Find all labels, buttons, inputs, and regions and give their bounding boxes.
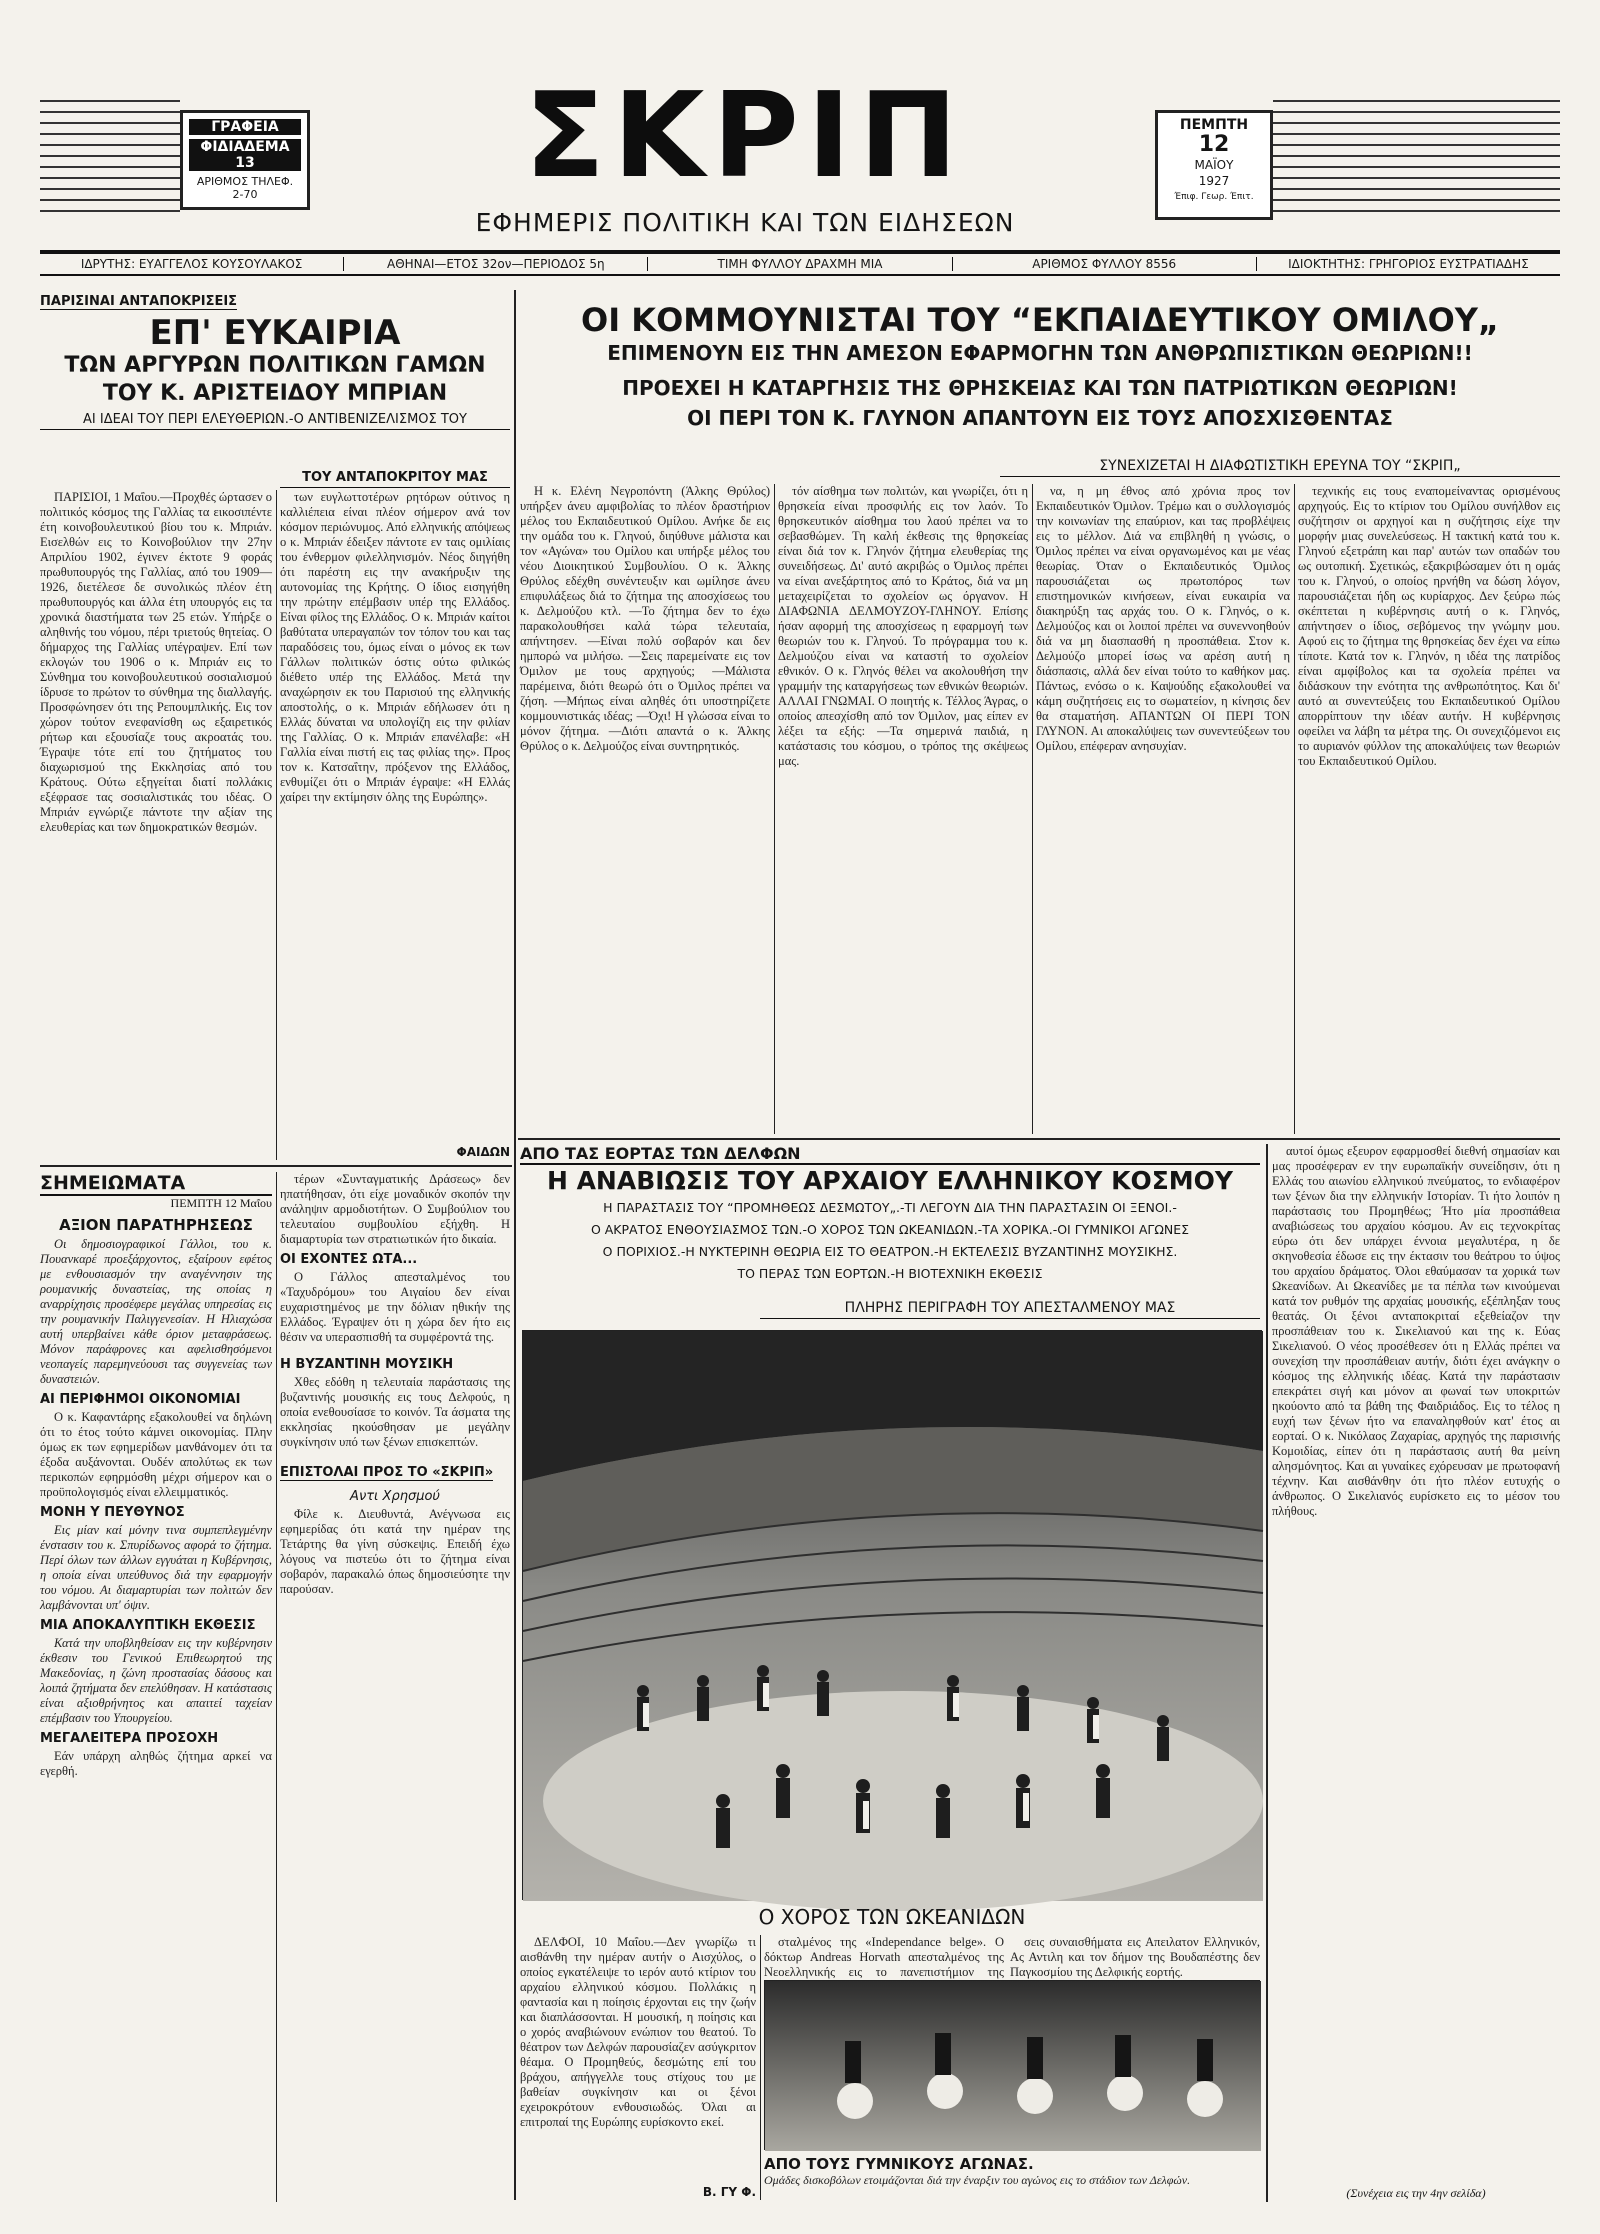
left-article-body: ΠΑΡΙΣΙΟΙ, 1 Μαΐου.—Προχθές ώρτασεν ο πολιτικός κόσμος της Γαλλίας τα εικοσιπέντε έτη κοινοβουλευτικού βίου του κ. Μπριάν. Εισελθών εις το Κοινοβούλιον την 27ην Απριλίου 1902, έγινεν έκτοτε 9 φοράς πρωθυπουργός της Γαλλίας, από του 1909—1926, διετέλεσε δε συνολικώς πλέον έτη πρωθυπουργός και άλλα έτη υπουργός εις τα χρονικά διαστήματα των 25 ετών. Υπήρξε ο αληθινής του νόμου, πέρι τριετούς θητείας. Ο δήμαρχος της Γαλλίας υπέγραψεν. Επί των εκλογών του 1906 ο κ. Μπριάν εις το Σύνθημα του κοινοβουλευτικού σοσιαλισμού ίδρυσε το πρώτον το σύνθημα της διαλλαγής. Προσφώνησεν ότι της Ρεπουμπλικής. Εις τον χώρον τούτον ενεφανίσθη ως εξαιρετικός ρήτωρ και εξουσίαζε τους ακροατάς του. Έγραψε τότε επί του ζητήματος του διαχωρισμού της Εκκλησίας από του Κράτους. Ούτω εξηγείται διατί πολλάκις εξέφρασε τας σοσιαλιστικάς του ιδέας. Ο Μπριάν εγνώριζε πάντοτε την αξίαν της ελευθερίας και των δημοκρατικών θεσμών. [40, 490, 272, 834]
letter-body: Φίλε κ. Διευθυντά, Ανέγνωσα εις εφημερίδας ότι κατά την ημέραν της Τετάρτης θα γίνη σύσκεψις. Επειδή έχω λόγους να πιστεύω ότι το ζήτημα είναι σοβαρόν, παρακαλώ όπως δημοσιεύσητε την παρούσαν. [280, 1507, 510, 1596]
note-2-body: Ο κ. Καφαντάρης εξακολουθεί να δηλώνη ότι το έτος τούτο κάμνει οικονομίας. Πλην όμως εκ των εφημερίδων μανθάνομεν ότι τα έξοδα αυξάνονται. Ουδέν απολύτως εκ των περικοπών εφηρμόσθη μέχρι σήμερον και ο προϋπολογισμός είναι ελλειμματικός. [40, 1410, 272, 1499]
letters-title: ΕΠΙΣΤΟΛΑΙ ΠΡΟΣ ΤΟ «ΣΚΡΙΠ» [280, 1465, 494, 1480]
athletes-caption-wrap [764, 2155, 1260, 2201]
delphi-col-2 [764, 1935, 1004, 1979]
publication-info-bar [40, 250, 1560, 276]
lead-article-headlines [520, 300, 1560, 432]
letter-title: Αντι Χρησμού [350, 1489, 440, 1504]
note-5-body: Εάν υπάρχη αληθώς ζήτημα αρκεί να εγερθή. [40, 1749, 272, 1778]
column-rule [1266, 1144, 1268, 2202]
delphi-col-2-text: σταλμένος της «Independance belge». Ο δόκτωρ Andreas Horvath απεσταλμένος της Νεοελληνικής εις το πανεπιστήμιον της [764, 1935, 1004, 1979]
office-address: ΦΙΔΙΑΔΕΜΑ 13 [189, 139, 301, 171]
phone-label: ΑΡΙΘΜΟΣ ΤΗΛΕΦ. [196, 175, 294, 188]
right-column [1272, 1144, 1560, 2184]
note-5-title: ΜΕΓΑΛΕΙΤΕΡΑ ΠΡΟΣΟΧΗ [40, 1731, 219, 1746]
delphi-headline: Η ΑΝΑΒΙΩΣΙΣ ΤΟΥ ΑΡΧΑΙΟΥ ΕΛΛΗΝΙΚΟΥ ΚΟΣΜΟΥ [520, 1163, 1260, 1197]
newspaper-title: ΣΚΡΙΠ [524, 66, 966, 204]
notes-col2-item2-title: Η ΒΥΖΑΝΤΙΝΗ ΜΟΥΣΙΚΗ [280, 1357, 454, 1372]
section-rule [40, 1165, 512, 1167]
notes-column [40, 1172, 272, 2202]
lead-col-3-text: να, η μη έθνος από χρόνια προς τον Εκπαιδευτικόν Όμιλον. Τρέμω και ο συλλογισμός την κοινωνίαν της επαύριον, και τας προβλέψεις εις το μέλλον. Διά να επιβληθή η γνώσις, ο Όμιλος πρέπει να είναι οργανωμένος και με νέας θεωρίας. Όταν ο Εκπαιδευτικός Όμιλος παρουσιάζεται ως πρωτοπόρος των επιστημονικών κινήσεων, είναι ευκαιρία να διακηρύξη τας αρχάς του. Ο κ. Γληνός, ο κ. Δελμούζος και οι λοιποί πρέπει να συνεννοηθούν διά να μη διασπασθή η προσπάθεια. Στον κ. Δελμούζο μπορεί ίσως να αρέση αυτή η διάσπασις, αλλά δεν είναι τούτο το καθήκον μας. Πάντως, ενόσω ο κ. Καψούδης εξακολουθεί να κάμη συζητήσεις εις το σωματείον, η κίνησις δεν θα σταματήση. ΑΠΑΝΤΩΝ ΟΙ ΠΕΡΙ ΤΟΝ ΓΛΥΝΟΝ. Αι αποκαλύψεις των συνεντεύξεων του Ομίλου, επέφεραν ανησυχίαν. [1036, 484, 1290, 753]
delphi-col-1-text: ΔΕΛΦΟΙ, 10 Μαΐου.—Δεν γνωρίζω τι αισθάνθη την ημέραν αυτήν ο Αισχύλος, ο οποίος εγκατέλειψε το ιερόν αυτό κτίριον του αρχαίου ελληνικού κόσμου. Πολλάκις η φαντασία και η ποίησις έρχονται εις την ζωήν και διαπλάσσονται. Η μουσική, η ποίησις και ο χορός αναβιώνουν ενώπιον του θεατού. Το θέατρον των Δελφών παρουσίαζεν ασύγκριτον θέαμα. Ο Προμηθεύς, δεσμώτης επί του βράχου, απήγγελλε τους στίχους του με βαθείαν συγκίνησιν και οι ξένοι εχειροκρότουν ενθουσιωδώς. Όλαι αι επιτροπαί της Ευρώπης ευρίσκοντο εκεί. [520, 1935, 756, 2129]
delphi-header [520, 1144, 1260, 1324]
left-article-kicker: ΠΑΡΙΣΙΝΑΙ ΑΝΤΑΠΟΚΡΙΣΕΙΣ [40, 294, 238, 309]
delphi-deck-2: Ο ΑΚΡΑΤΟΣ ΕΝΘΟΥΣΙΑΣΜΟΣ ΤΩΝ.-Ο ΧΟΡΟΣ ΤΩΝ ΩΚΕΑΝΙΔΩΝ.-ΤΑ ΧΟΡΙΚΑ.-ΟΙ ΓΥΜΝΙΚΟΙ ΑΓΩΝΕΣ [590, 1222, 1190, 1237]
column-rule [276, 1172, 277, 2202]
note-4-body: Κατά την υποβληθείσαν εις την κυβέρνησιν έκθεσιν του Γενικού Επιθεωρητού της Μακεδονίας, η ζώνη προστασίας δάσους και λοιπά ζητήματα δεν επελύθησαν. Η κατάστασις είναι αξιοθρήνητος και απαιτεί ταχείαν επέμβασιν του Υπουργείου. [40, 1636, 272, 1725]
lead-col-1 [520, 484, 770, 1134]
column-rule [1294, 484, 1295, 1134]
notes-date: ΠΕΜΠΤΗ 12 Μαΐου [170, 1196, 272, 1210]
lead-continuation-wrap [1000, 458, 1560, 480]
delphi-col-1 [520, 1935, 756, 2200]
lead-col-4 [1298, 484, 1560, 1134]
delphi-deck-1: Η ΠΑΡΑΣΤΑΣΙΣ ΤΟΥ “ΠΡΟΜΗΘΕΩΣ ΔΕΣΜΩΤΟΥ„.-ΤΙ ΛΕΓΟΥΝ ΔΙΑ ΤΗΝ ΠΑΡΑΣΤΑΣΙΝ ΟΙ ΞΕΝΟΙ.- [603, 1200, 1177, 1215]
left-article-col2 [280, 490, 510, 1140]
notes-col2-item1-body: Ο Γάλλος απεσταλμένος του «Ταχυδρόμου» του Αιγαίου δεν είναι ευχαριστημένος με την δόλιαν ηθικήν της Ελλάδος. Έγραψεν ότι η χώρα δεν ήτο εις θέσιν να υπερασπισθή τα συμφέροντά της. [280, 1270, 510, 1344]
note-2-title: ΑΙ ΠΕΡΙΦΗΜΟΙ ΟΙΚΟΝΟΜΙΑΙ [40, 1392, 241, 1407]
date-note: Έπιφ. Γεωρ. Έπιτ. [1174, 192, 1254, 202]
note-3-body: Εις μίαν καί μόνην τινα συμπεπλεγμένην ένστασιν του κ. Σπυρίδωνος αφορά το ζήτημα. Περί όλων των άλλων εγγυάται η Κυβέρνησις, η οποία είναι υπεύθυνος διά την εφαρμογήν του νόμου. Αι διαμαρτυρίαι των πολιτών δεν λαμβάνονται υπ' όψιν. [40, 1523, 272, 1612]
lead-deck-2: ΟΙ ΠΕΡΙ ΤΟΝ Κ. ΓΛΥΝΟΝ ΑΠΑΝΤΟΥΝ ΕΙΣ ΤΟΥΣ ΑΠΟΣΧΙΣΘΕΝΤΑΣ [687, 406, 1393, 430]
left-article-signature-wrap [280, 1145, 510, 1163]
notes-col2-body: τέρων «Συνταγματικής Δράσεως» δεν ηπατήθησαν, ότι είχε μοναδικόν σκοπόν την ανάληψιν αρμοδιοτήτων. Ο Συμβούλιον του τελευταίου συμβουλίου εξήχθη. Η διαμαρτυρία των στρατιωτικών ήτο δικαία. [280, 1172, 510, 1246]
note-4-title: ΜΙΑ ΑΠΟΚΑΛΥΠΤΙΚΗ ΕΚΘΕΣΙΣ [40, 1618, 256, 1633]
delphi-deck-3: Ο ΠΟΡΙΧΙΟΣ.-Η ΝΥΚΤΕΡΙΝΗ ΘΕΩΡΙΑ ΕΙΣ ΤΟ ΘΕΑΤΡΟΝ.-Η ΕΚΤΕΛΕΣΙΣ ΒΥΖΑΝΤΙΝΗΣ ΜΟΥΣΙΚΗΣ. [602, 1244, 1178, 1259]
lead-col-2-text: τόν αίσθημα των πολιτών, και γνωρίζει, ότι η θρησκεία είναι προσφιλής εις τον λαόν. Το θρησκευτικόν αίσθημα του λαού πρέπει να το σεβασθώμεν. Τη καλή έκθεσις της θρησκείας είναι διά τον κ. Γληνόν ζήτημα ελευθερίας της συνειδήσεως. Δι' αυτό ακριβώς ο Όμιλος πρέπει να είναι ανεξάρτητος από το Κράτος, διά να μη μεταχειρίζεται το σχολείον ως όργανον. Η ΔΙΑΦΩΝΙΑ ΔΕΛΜΟΥΖΟΥ-ΓΛΗΝΟΥ. Επίσης ήσαν αφορμή της αποσχίσεως η εφαρμογή των θεωριών του κ. Γληνού. Το πρόγραμμα του κ. Δελμούζου είναι να καταστή το σχολείον εθνικόν. Ο κ. Γληνός θέλει να ακολουθήση την γραμμήν της καταργήσεως των εθνικών θεωριών. ΑΛΛΑΙ ΓΝΩΜΑΙ. Ο ποιητής κ. Τέλλος Άγρας, ο οποίος απεσχίσθη από τον Όμιλον, μας είπεν εν λέξει τα εξής: —Τα σημερινά παιδιά, η κατάστασις του κόσμου, ο τρόπος της σκέψεως μας. [778, 484, 1028, 768]
office-info-box [180, 110, 310, 210]
masthead-ornament-right [1273, 100, 1560, 220]
right-column-text: αυτοί όμως εξευρον εφαρμοσθεί διεθνή σημασίαν και μας προσέφεραν εν την ευρωπαϊκήν συνείδησιν, ότι η Ελλάς του αιωνίου ελληνικού πνεύματος, το ενδιαφέρον των ξένων δια την ελληνικήν Ιστορίαν. Τι ήτο λοιπόν η παράστασις του Προμηθέως; Ήτο μία προσπάθεια αναβιώσεως του αρχαίου κόσμου. Αν εις τεχνοκρίτας εύρω ότι δεν υπάρχει έννοια μεγαλυτέρα, η δε σκηνοθεσία έδωσε εις την έκτασιν του θεάτρου το ύψος του αρχαίου δράματος. Όλοι εθαύμασαν τα χορικά των Ωκεανίδων. Αι Ωκεανίδες με τα πέπλα των κινούμεναι κατά τον ρυθμόν της αρχαίας μουσικής, εξέπληξαν τους θεατάς. Οι ξένοι ανταποκριταί εξεθείαζον την προσπάθειαν του κ. Σικελιανού και της κ. Εύας Σικελιανού. Ο νέος προσέθεσεν ότι η Ελλάς πρέπει να συνεχίση την προσπάθειαν αυτήν, διότι έχει ανάγκην ο κόσμος της ελληνικής ιδέας. Κατά την παράστασιν επεκράτει σιγή και μόνον αι φωναί των υποκριτών ηκούοντο από τα βάθη της Φαιδριάδος. Εις το τέλος η ευχή των ξένων ήτο να επαναληφθούν κατ' έτος αι εορταί. Ο κ. Νικόλαος Ζαχαρίας, αρχηγός της παρισινής Κομοιδίας, είπεν ότι η παράστασις αυτή θα μείνη αλησμόνητος. Και αι γυναίκες εχόρευσαν με πρωτοφανή τέχνην. Και αισθάνθην ότι ήτο πλέον ευτυχής ο άνθρωπος. Ο Σικελιανός ευρίσκετο εις το μέσον του πλήθους. [1272, 1144, 1560, 1518]
main-column-rule [514, 290, 516, 2200]
date-year: 1927 [1198, 174, 1230, 188]
weekday: ΠΕΜΠΤΗ [1179, 117, 1249, 133]
notes-col2-item2-body: Χθες εδόθη η τελευταία παράστασις της βυζαντινής μουσικής εις τους Δελφούς, η οποία ενεθουσίασε το κοινόν. Τα άσματα της εκκλησίας ηκούσθησαν με μεγάλην συγκίνησιν υπό των ξένων επισκεπτών. [280, 1375, 510, 1449]
lead-continuation: ΣΥΝΕΧΙΖΕΤΑΙ Η ΔΙΑΦΩΤΙΣΤΙΚΗ ΕΡΕΥΝΑ ΤΟΥ “ΣΚΡΙΠ„ [1000, 458, 1560, 477]
delphi-signature: Β. ΓΥ Φ. [702, 2185, 756, 2199]
left-article-header [40, 290, 510, 480]
column-rule [760, 1935, 761, 2200]
owner-info: ΙΔΙΟΚΤΗΤΗΣ: ΓΡΗΓΟΡΙΟΣ ΕΥΣΤΡΑΤΙΑΔΗΣ [1288, 257, 1529, 271]
delphi-byline: ΠΛΗΡΗΣ ΠΕΡΙΓΡΑΦΗ ΤΟΥ ΑΠΕΣΤΑΛΜΕΝΟΥ ΜΑΣ [760, 1300, 1260, 1319]
theatre-chorus-image [523, 1331, 1263, 1901]
left-article-deck: ΑΙ ΙΔΕΑΙ ΤΟΥ ΠΕΡΙ ΕΛΕΥΘΕΡΙΩΝ.-Ο ΑΝΤΙΒΕΝΙΖΕΛΙΣΜΟΣ ΤΟΥ [40, 412, 510, 430]
lead-col-2 [778, 484, 1028, 1134]
left-article-col2-body: των ευγλωττοτέρων ρητόρων ούτινος η καλλιέπεια είναι πλέον σήμερον ανά τον κόσμον περιώνυμος. Από ελληνικής απόψεως ο κ. Μπριάν έδειξεν πάντοτε εν ταις ομιλίαις του ένθερμον φιλελληνισμόν. Νέος διηγήθη ότι παρέστη εις την ανακήρυξιν της αυτονομίας της Κρήτης. Ο ίδιος εισηγήθη την πρώτην επέμβασιν υπέρ της Ελλάδος. Είναι φίλος της Ελλάδος. Ο κ. Μπριάν καίτοι βαθύτατα υπεραγαπών τον τόπον του και τας παραδόσεις του, όμως είναι ο μόνος εκ των Γάλλων πολιτικών όστις ούτω φιλικώς διέθετο υπέρ της Ελλάδος. Μετά την αναχώρησιν εκ του Παρισιού της ελληνικής αποστολής, ο κ. Μπριάν εδήλωσεν ότι η Ελλάς δύναται να υπολογίζη εις την φιλίαν της Γαλλίας. Ο κ. Μπριάν επανέλαβε: «Η Γαλλία είναι πιστή εις τας φιλίας της». Προς τον κ. Κατσαΐτην, πρόξενον της Ελλάδος, ενθυμίζει ότι ο Μπριάν έγραψε: «Η Ελλάς χαίρει την εκτίμησιν όλης της Ευρώπης». [280, 490, 510, 804]
newspaper-subtitle: ΕΦΗΜΕΡΙΣ ΠΟΛΙΤΙΚΗ ΚΑΙ ΤΩΝ ΕΙΔΗΣΕΩΝ [475, 208, 1015, 237]
column-rule [774, 484, 775, 1134]
delphi-deck-4: ΤΟ ΠΕΡΑΣ ΤΩΝ ΕΟΡΤΩΝ.-Η ΒΙΟΤΕΧΝΙΚΗ ΕΚΘΕΣΙΣ [737, 1266, 1043, 1281]
founder-info: ΙΔΡΥΤΗΣ: ΕΥΑΓΓΕΛΟΣ ΚΟΥΣΟΥΛΑΚΟΣ [40, 257, 344, 271]
lead-headline: ΟΙ ΚΟΜΜΟΥΝΙΣΤΑΙ ΤΟΥ “ΕΚΠΑΙΔΕΥΤΙΚΟΥ ΟΜΙΛΟΥ„ [581, 301, 1499, 339]
lead-subheadline: ΕΠΙΜΕΝΟΥΝ ΕΙΣ ΤΗΝ ΑΜΕΣΟΝ ΕΦΑΡΜΟΓΗΝ ΤΩΝ ΑΝΘΡΩΠΙΣΤΙΚΩΝ ΘΕΩΡΙΩΝ!! [607, 341, 1473, 365]
left-article-headline-3: ΤΟΥ Κ. ΑΡΙΣΤΕΙΔΟΥ ΜΠΡΙΑΝ [102, 381, 448, 406]
lead-col-1-text: Η κ. Ελένη Νεγροπόντη (Άλκης Θρύλος) υπήρξεν άνευ αμφιβολίας το πλέον δραστήριον μέλος του Εκπαιδευτικού Ομίλου. Ανήκε δε εις την ομάδα του κ. Γληνού, διηύθυνε μάλιστα και τον «Αγώνα» του Ομίλου και υπήρξε μέλος του νέου Διοικητικού Συμβουλίου. Ο κ. Άλκης Θρύλος εδέχθη συνέντευξιν και ωμίλησε άνευ επιφυλάξεως διά το ζήτημα της αποσχίσεως του κ. Δελμούζου κτλ. —Το ζήτημα δεν το έχω παρακολουθήσει καλά τώρα τελευταία, απήντησεν. —Είναι πολύ σοβαρόν και δεν ημπορώ να μιλήσω. —Σεις παρεμείνατε εις τον Όμιλον με τους αρχηγούς; —Μάλιστα παρέμεινα, διότι θεωρώ ότι ο Όμιλος πρέπει να ζήση. —Μήπως είναι αληθές ότι υποστηρίζετε κομμουνιστικάς ιδέας; —Όχι! Η γλώσσα είναι το μόνον ζήτημα. —Διότι απαντά ο κ. Άλκης Θρύλος ο κ. Δελμούζος είναι συντηρητικός. [520, 484, 770, 753]
masthead [40, 66, 1560, 237]
issue-number: ΑΡΙΘΜΟΣ ΦΥΛΛΟΥ 8556 [953, 257, 1257, 271]
column-rule [1032, 484, 1033, 1134]
date-month: ΜΑΪΟΥ [1194, 158, 1234, 172]
notes-heading: ΣΗΜΕΙΩΜΑΤΑ [40, 1172, 272, 1196]
left-article-signature: ΦΑΙΔΩΝ [456, 1145, 510, 1159]
masthead-ornament-left [40, 100, 180, 220]
left-article-headline: ΕΠ' ΕΥΚΑΙΡΙΑ [149, 313, 401, 353]
athletes-caption: ΑΠΟ ΤΟΥΣ ΓΥΜΝΙΚΟΥΣ ΑΓΩΝΑΣ. [764, 2155, 1034, 2173]
delphi-kicker: ΑΠΟ ΤΑΣ ΕΟΡΤΑΣ ΤΩΝ ΔΕΛΦΩΝ [520, 1144, 801, 1163]
column-rule [276, 490, 277, 1160]
phone-number: 2-70 [232, 188, 258, 201]
left-article-byline-wrap [280, 470, 510, 490]
lead-col-4-text: τεχνικής εις τους εναπομείναντας ορισμένους αρχηγούς. Εις το κτίριον του Ομίλου συνήλθον εις συζήτησιν οι αρχηγοί και η συζήτησις είχε την μορφήν μιας συνελεύσεως. Η τακτική κατά του κ. Γληνού εξετράπη και παρ' αυτών των οπαδών του ως ουτοπική. Σχετικώς, εξακριβώσαμεν ότι η ομάς του κ. Γληνού, ο οποίος ηρνήθη να δώση λόγον, παρουσιάζεται ήδη ως κυρίαρχος. Δεν ξεύρω πώς σκέπτεται η κυβέρνησις αυτή ο κ. Γληνός, απήντησεν ο ίδιος, σεβόμενος την γνώμην μου. Αφού εις το ζήτημα της θρησκείας δεν έχει να είπω τίποτε. Κατά τον κ. Γληνόν, η ιδέα της πατρίδος είναι αμφίβολος και τα σχολεία πρέπει να διδάσκουν την ενότητα της ανθρωπότητος. Και δι' αυτό αι συνεντεύξεις του Εκπαιδευτικού Ομίλου απορρίπτουν την ιδέαν αυτήν. Η κυβέρνησις οφείλει να λάβη τα μέτρα της. Οι συνεχιζόμενοι εις το αυριανόν φύλλον της αποκαλύψεις των θεωριών του Εκπαιδευτικού Ομίλου. [1298, 484, 1560, 768]
athletes-image [765, 1981, 1261, 2151]
note-3-title: ΜΟΝΗ Υ ΠΕΥΘΥΝΟΣ [40, 1505, 185, 1520]
right-column-continued: (Συνέχεια εις την 4ην σελίδα) [1346, 2186, 1486, 2200]
notes-col2-item1-title: ΟΙ ΕΧΟΝΤΕΣ ΩΤΑ... [280, 1252, 418, 1267]
athletes-photo [764, 1980, 1260, 2150]
notes-column-2 [280, 1172, 510, 2202]
date-box [1155, 110, 1273, 220]
date-day: 12 [1198, 132, 1230, 157]
section-rule [518, 1138, 1560, 1140]
note-1-title: ΑΞΙΟΝ ΠΑΡΑΤΗΡΗΣΕΩΣ [59, 1216, 253, 1234]
athletes-caption-text: Ομάδες δισκοβόλων ετοιμάζονται διά την έναρξιν του αγώνος εις το στάδιον των Δελφών. [764, 2173, 1191, 2187]
theatre-chorus-caption: Ο ΧΟΡΟΣ ΤΩΝ ΩΚΕΑΝΙΔΩΝ [758, 1905, 1026, 1929]
delphi-col-3 [1010, 1935, 1260, 1979]
lead-col-3 [1036, 484, 1290, 1134]
left-article-headline-2: ΤΩΝ ΑΡΓΥΡΩΝ ΠΟΛΙΤΙΚΩΝ ΓΑΜΩΝ [64, 353, 486, 378]
place-year-info: ΑΘΗΝΑΙ—ΕΤΟΣ 32ον—ΠΕΡΙΟΔΟΣ 5η [344, 257, 648, 271]
left-article-col1 [40, 490, 272, 1160]
delphi-byline-wrap [760, 1300, 1260, 1322]
left-article-byline: ΤΟΥ ΑΝΤΑΠΟΚΡΙΤΟΥ ΜΑΣ [280, 470, 510, 488]
price-info: ΤΙΜΗ ΦΥΛΛΟΥ ΔΡΑΧΜΗ ΜΙΑ [648, 257, 952, 271]
office-label: ΓΡΑΦΕΙΑ [189, 119, 301, 135]
theatre-chorus-photo [522, 1330, 1262, 1900]
lead-deck-1: ΠΡΟΕΧΕΙ Η ΚΑΤΑΡΓΗΣΙΣ ΤΗΣ ΘΡΗΣΚΕΙΑΣ ΚΑΙ ΤΩΝ ΠΑΤΡΙΩΤΙΚΩΝ ΘΕΩΡΙΩΝ! [622, 376, 1458, 400]
delphi-col-3-text: σεις συναισθήματα εις Απειλατον Ελληνικόν, Ας Αντιλη και τον δήμον της Βουδαπέστης δεν Παγκοσμίου της Δελφικής εορτής. [1010, 1935, 1260, 1979]
delphi-signature-wrap [700, 2185, 756, 2199]
note-1-body: Οι δημοσιογραφικοί Γάλλοι, του κ. Πουανκαρέ προεξάρχοντος, εξαίρουν εφέτος με ενθουσιασμόν την αναγέννησιν της ρουμανικής δυναστείας, της οποίας η αναρρίχησις προσέφερε μεγάλας υπηρεσίας εις την ρουμανικήν Παλιγγενεσίαν. Η Ηλιαχώσα αυτή υπερβαίνει κάθε όριον μεταφράσεως. Μόνον παράφρονες και αφελισθησόμενοι νεοπαγείς παρεμηνεύουσι τας συγγενείας των δυναστειών. [40, 1237, 272, 1386]
